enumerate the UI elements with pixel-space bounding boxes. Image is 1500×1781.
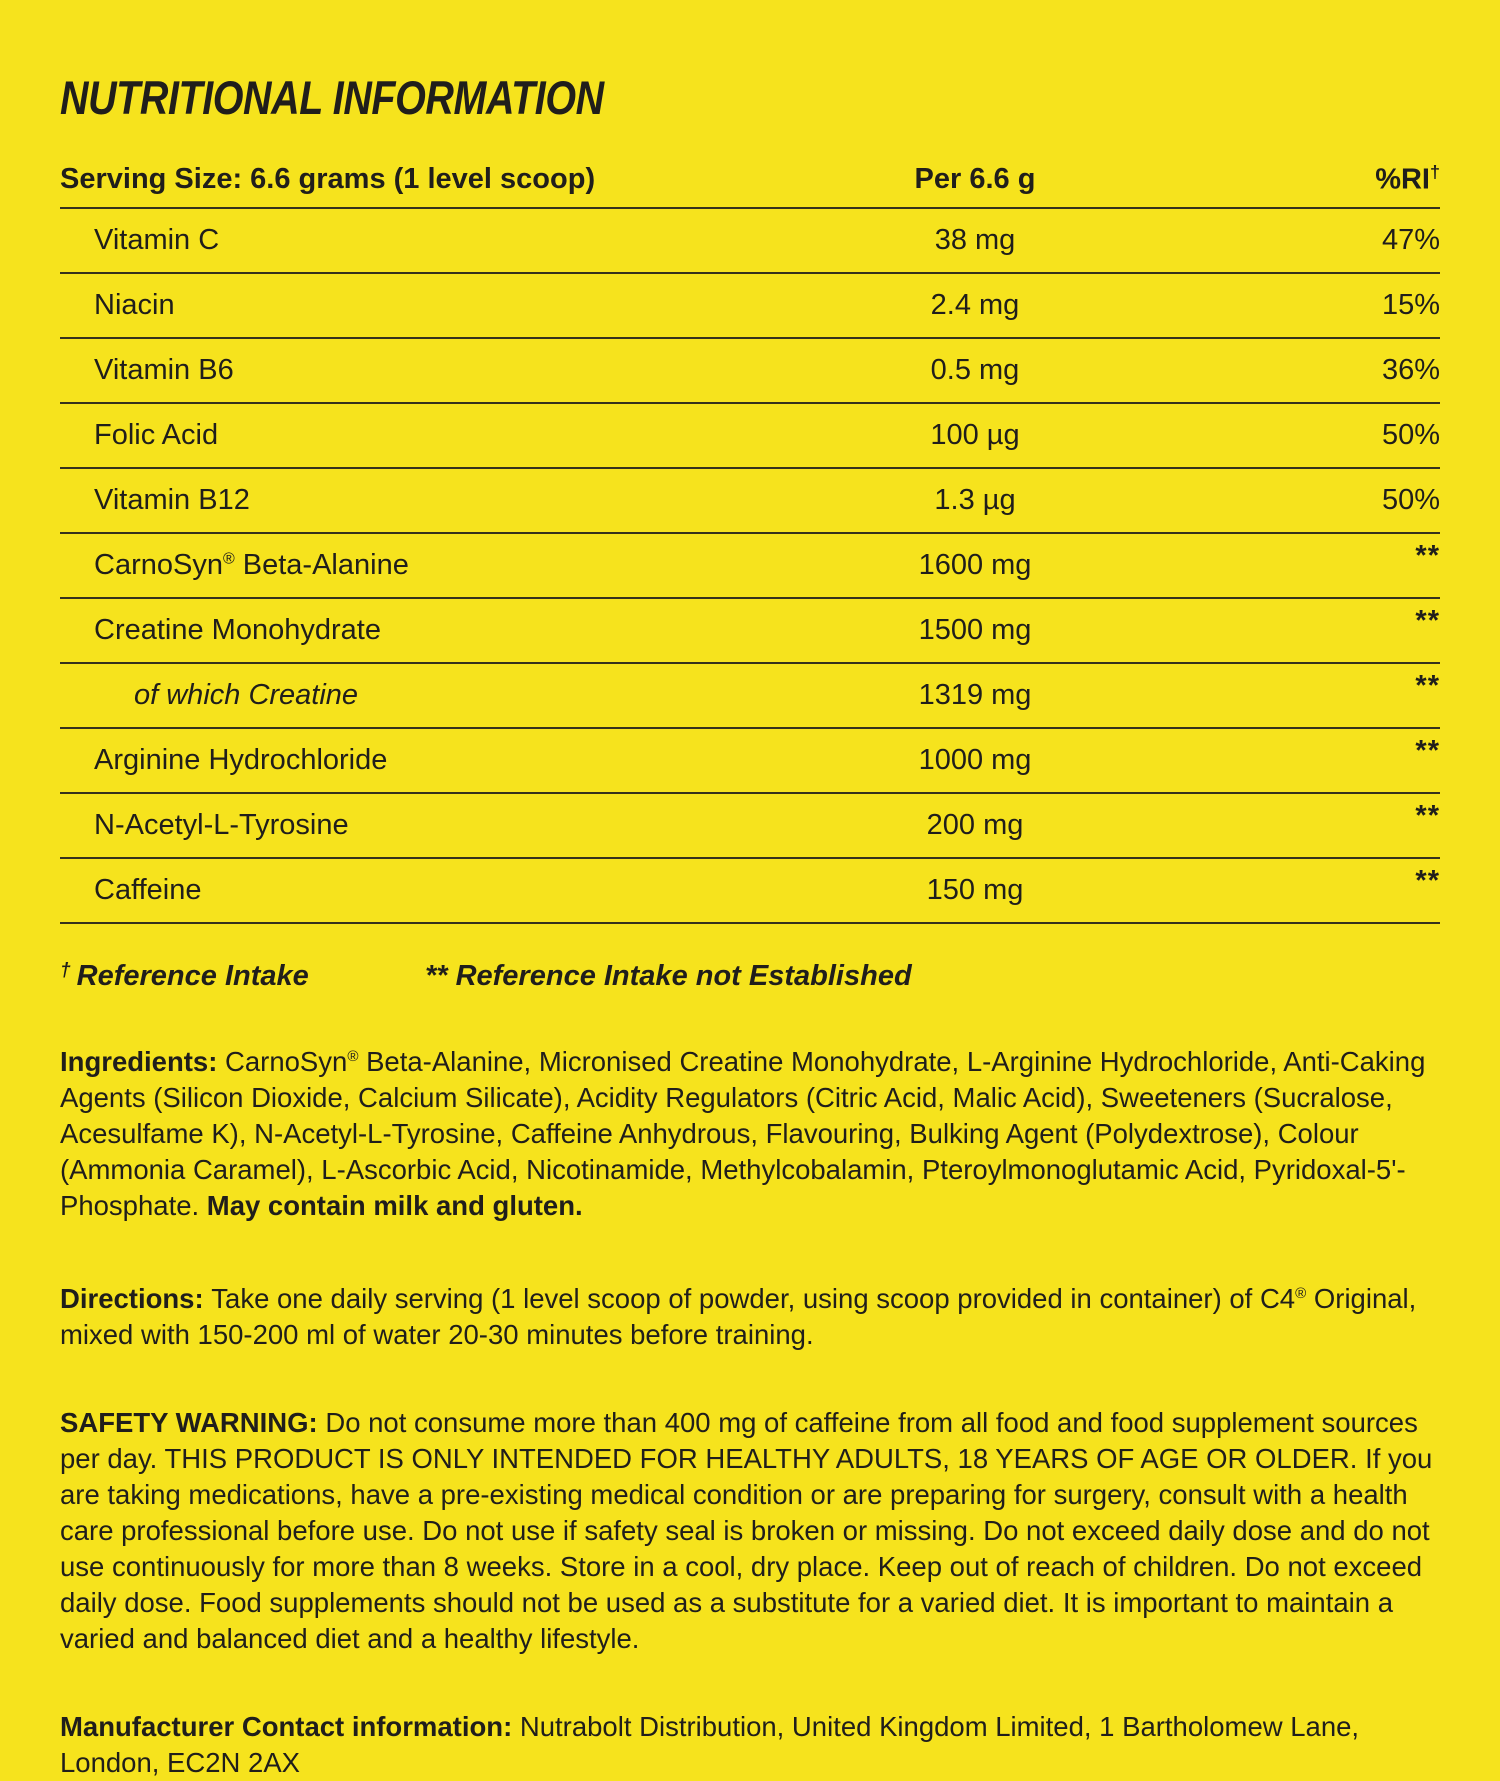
table-row (60, 857, 1440, 922)
ri-column-header (1140, 162, 1440, 197)
nutrient-amount: 1319 mg (918, 679, 1032, 711)
nutrient-name: Creatine Monohydrate (94, 614, 381, 646)
table-row (60, 207, 1440, 272)
nutrient-name: Niacin (94, 289, 175, 321)
table-row (60, 792, 1440, 857)
nutrient-name: of which Creatine (134, 679, 359, 711)
nutrient-ri-value: ** (1415, 540, 1440, 572)
nutrient-name: Vitamin C (94, 224, 220, 256)
nutrition-table-body (60, 207, 1440, 924)
nutrient-ri-value: ** (1415, 670, 1440, 702)
nutrient-amount: 200 mg (926, 809, 1024, 841)
table-header-row (60, 151, 1440, 207)
nutrient-amount: 0.5 mg (930, 354, 1020, 386)
nutrient-ri-value: 50% (1381, 419, 1440, 451)
table-row (60, 532, 1440, 597)
manufacturer-label: Manufacturer Contact information: (60, 1711, 520, 1743)
nutrient-name: CarnoSyn® Beta-Alanine (94, 549, 409, 581)
nutrient-ri-value: ** (1415, 800, 1440, 832)
nutrient-name: N-Acetyl-L-Tyrosine (94, 809, 349, 841)
dagger-footnote (60, 960, 425, 993)
star-footnote-text: Reference Intake not Established (455, 960, 912, 992)
nutrient-ri-value: ** (1415, 865, 1440, 897)
ingredients-paragraph (60, 1039, 1440, 1224)
safety-warning-text: Do not consume more than 400 mg of caffeine from all food and food supplement sources per day. THIS PRODUCT IS ONLY INTENDED FOR HEALTHY ADULTS, 18 YEARS OF AGE OR OLDER. If you are taking medications, have a pre-existing medical condition or are preparing for surgery, consult with a health care professional before use. Do not use if safety seal is broken or missing. Do not exceed daily dose and do not use continuously for more than 8 weeks. Store in a cool, dry place. Keep out of reach of children. Do not exceed daily dose. Food supplements should not be used as a substitute for a varied diet. It is important to maintain a varied and balanced diet and a healthy lifestyle. (60, 1407, 1433, 1655)
nutrient-name: Vitamin B12 (94, 484, 250, 516)
nutrient-amount: 2.4 mg (930, 289, 1020, 321)
ingredients-text: CarnoSyn® Beta-Alanine, Micronised Creatine Monohydrate, L-Arginine Hydrochloride, Anti-Caking Agents (Silicon Dioxide, Calcium Silicate), Acidity Regulators (Citric Acid, Malic Acid), Sweeteners (Sucralose, Acesulfame K), N-Acetyl-L-Tyrosine, Caffeine Anhydrous, Flavouring, Bulking Agent (Polydextrose), Colour (Ammonia Caramel), L-Ascorbic Acid, Nicotinamide, Methylcobalamin, Pteroylmonoglutamic Acid, Pyridoxal-5'-Phosphate. (60, 1046, 1426, 1222)
table-row (60, 597, 1440, 662)
table-row (60, 272, 1440, 337)
manufacturer-text: Nutrabolt Distribution, United Kingdom Limited, 1 Bartholomew Lane, London, EC2N 2AX (60, 1711, 1360, 1779)
nutrient-amount: 38 mg (934, 224, 1016, 256)
registered-trademark-symbol: ® (347, 1048, 359, 1065)
nutrient-ri-value: ** (1415, 605, 1440, 637)
nutrient-ri-value: 47% (1381, 224, 1440, 256)
ingredients-label: Ingredients: (60, 1046, 226, 1078)
nutrient-ri-value: ** (1415, 735, 1440, 767)
star-symbol: ** (425, 960, 448, 992)
nutrient-amount: 1000 mg (918, 744, 1032, 776)
nutrient-ri-value: 36% (1381, 354, 1440, 386)
table-row (60, 402, 1440, 467)
ri-header-text: %RI (1375, 163, 1430, 196)
page-title: NUTRITIONAL INFORMATION (60, 71, 604, 124)
nutrient-amount: 1500 mg (918, 614, 1032, 646)
safety-warning-label: SAFETY WARNING: (60, 1407, 326, 1439)
nutrition-table (60, 151, 1440, 924)
directions-text: Take one daily serving (1 level scoop of powder, using scoop provided in container) of C4® Original, mixed with 150-200 ml of water 20-30 minutes before training. (60, 1283, 1417, 1351)
registered-trademark-symbol: ® (222, 550, 235, 568)
table-row (60, 662, 1440, 727)
table-row (60, 337, 1440, 402)
dagger-symbol: † (60, 960, 71, 981)
table-row (60, 467, 1440, 532)
footnotes (60, 960, 1440, 993)
registered-trademark-symbol: ® (1295, 1285, 1307, 1303)
nutrient-amount: 1600 mg (918, 549, 1032, 581)
ri-header-dagger: † (1430, 161, 1440, 182)
manufacturer-paragraph (60, 1709, 1440, 1781)
amount-column-header: Per 6.6 g (914, 162, 1036, 195)
nutrient-name: Caffeine (94, 874, 202, 906)
nutrient-ri-value: 15% (1381, 289, 1440, 321)
nutrient-name: Vitamin B6 (94, 354, 234, 386)
star-footnote (425, 960, 912, 993)
safety-warning-paragraph (60, 1405, 1440, 1657)
nutrient-name: Folic Acid (94, 419, 219, 451)
dagger-footnote-text: Reference Intake (76, 960, 309, 992)
nutrient-ri-value: 50% (1381, 484, 1440, 516)
ingredients-allergen-note: May contain milk and gluten. (206, 1190, 583, 1222)
directions-paragraph (60, 1276, 1440, 1353)
nutrient-amount: 150 mg (926, 874, 1024, 906)
table-row (60, 727, 1440, 792)
directions-label: Directions: (60, 1283, 212, 1315)
nutrient-amount: 100 µg (930, 419, 1020, 451)
nutrient-amount: 1.3 µg (934, 484, 1016, 516)
nutrient-name: Arginine Hydrochloride (94, 744, 388, 776)
serving-size-header: Serving Size: 6.6 grams (1 level scoop) (60, 162, 596, 195)
